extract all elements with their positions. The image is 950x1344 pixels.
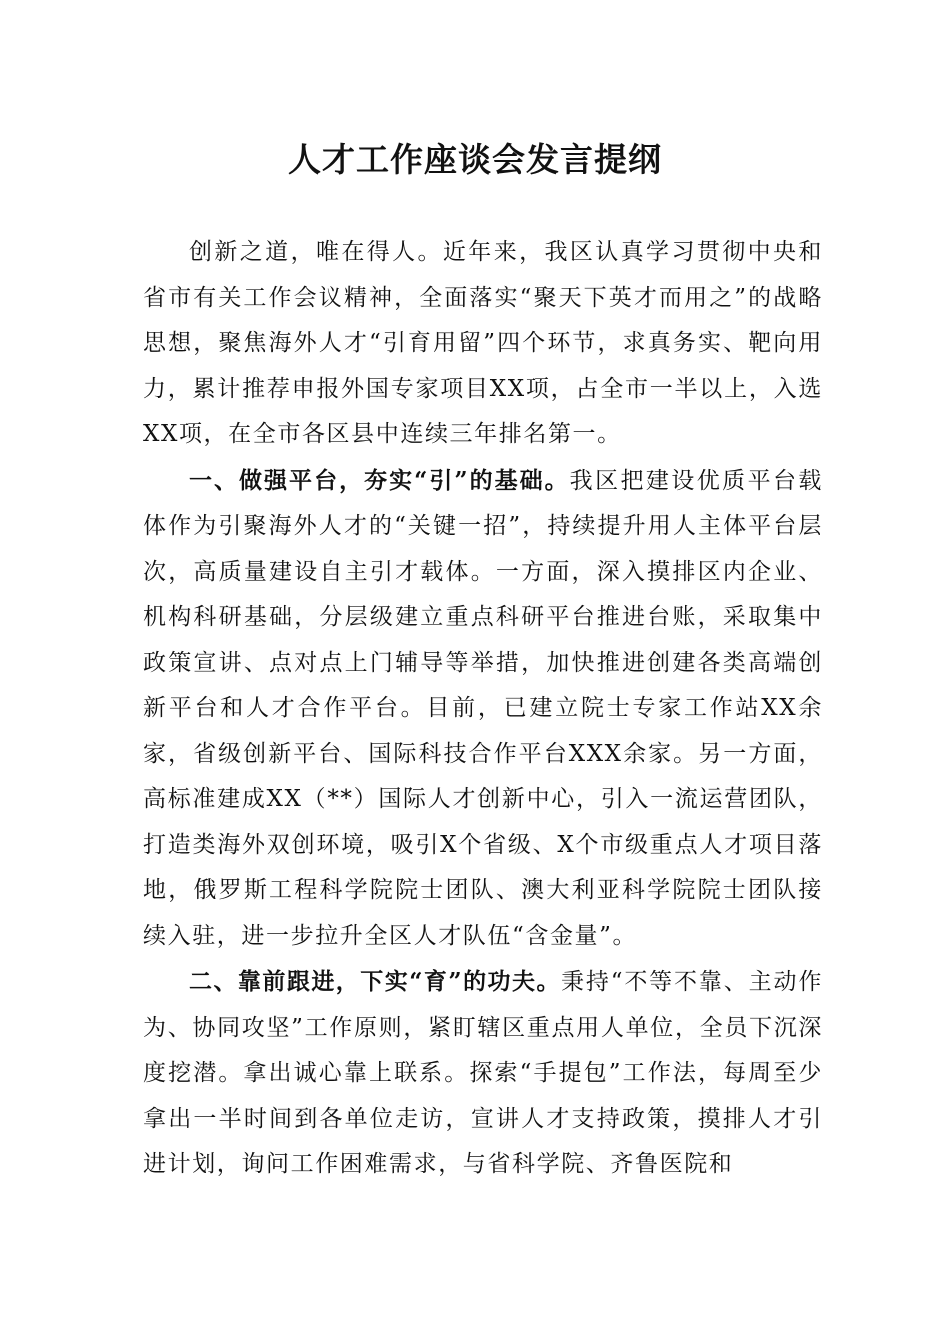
section-one-paragraph: [143, 458, 823, 960]
section-one-heading: 一、做强平台，夯实“引”的基础。: [189, 466, 570, 494]
document-body: [143, 230, 823, 1188]
intro-text: 创新之道，唯在得人。近年来，我区认真学习贯彻中央和省市有关工作会议精神，全面落实“聚天下英才而用之”的战略思想，聚焦海外人才“引育用留”四个环节，求真务实、靶向用力，累计推荐申报外国专家项目XX项，占全市一半以上，入选XX项，在全市各区县中连续三年排名第一。: [143, 239, 823, 447]
intro-paragraph: [143, 230, 823, 458]
section-two-paragraph: [143, 959, 823, 1188]
document-title: 人才工作座谈会发言提纲: [288, 140, 662, 179]
section-two-heading: 二、靠前跟进，下实“育”的功夫。: [189, 968, 561, 995]
section-one-text: 我区把建设优质平台载体作为引聚海外人才的“关键一招”，持续提升用人主体平台层次，高质量建设自主引才载体。一方面，深入摸排区内企业、机构科研基础，分层级建立重点科研平台推进台账，采取集中政策宣讲、点对点上门辅导等举措，加快推进创建各类高端创新平台和人才合作平台。目前，已建立院士专家工作站XX余家，省级创新平台、国际科技合作平台XXX余家。另一方面，高标准建成XX（**）国际人才创新中心，引入一流运营团队，打造类海外双创环境，吸引X个省级、X个市级重点人才项目落地，俄罗斯工程科学院院士团队、澳大利亚科学院院士团队接续入驻，进一步拉升全区人才队伍“含金量”。: [143, 467, 823, 949]
section-two-text: 秉持“不等不靠、主动作为、协同攻坚”工作原则，紧盯辖区重点用人单位，全员下沉深度挖潜。拿出诚心靠上联系。探索“手提包”工作法，每周至少拿出一半时间到各单位走访，宣讲人才支持政策，摸排人才引进计划，询问工作困难需求，与省科学院、齐鲁医院和: [143, 969, 823, 1177]
